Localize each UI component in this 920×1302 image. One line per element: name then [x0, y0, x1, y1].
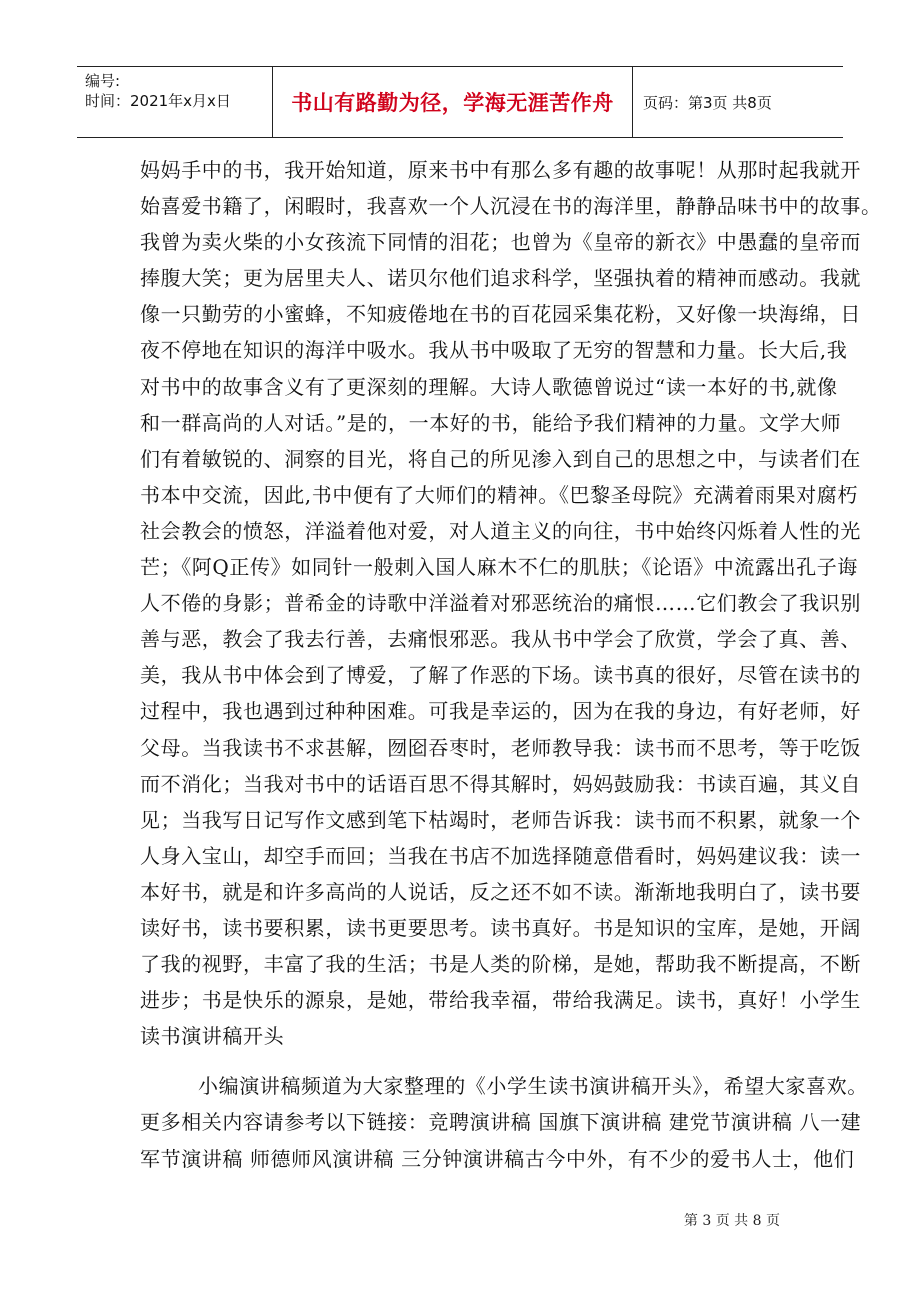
- text-line: 本好书，就是和许多高尚的人说话，反之还不如不读。渐渐地我明白了，读书要: [140, 879, 861, 904]
- text-line: 人不倦的身影；普希金的诗歌中洋溢着对邪恶统治的痛恨……它们教会了我识别: [140, 591, 861, 616]
- text-line: 社会教会的愤怒，洋溢着他对爱，对人道主义的向往，书中始终闪烁着人性的光: [140, 518, 861, 543]
- text-line: 对书中的故事含义有了更深刻的理解。大诗人歌德曾说过“读一本好的书,就像: [140, 374, 838, 399]
- text-line: 读好书，读书要积累，读书更要思考。读书真好。书是知识的宝库，是她，开阔: [140, 915, 861, 940]
- text-line: 父母。当我读书不求甚解，囫囵吞枣时，老师教导我：读书而不思考，等于吃饭: [140, 735, 861, 760]
- text-line: 夜不停地在知识的海洋中吸水。我从书中吸取了无穷的智慧和力量。长大后,我: [140, 338, 848, 363]
- text-line: 过程中，我也遇到过种种困难。可我是幸运的，因为在我的身边，有好老师，好: [140, 699, 861, 724]
- paragraph-gap: [140, 1054, 790, 1068]
- text-line: 像一只勤劳的小蜜蜂，不知疲倦地在书的百花园采集花粉，又好像一块海绵，日: [140, 302, 861, 327]
- document-number-label: 编号:: [85, 72, 121, 90]
- paragraph-1: [140, 152, 882, 1054]
- header-meta: [85, 71, 231, 111]
- text-line: 芒；《阿Q正传》如同针一般刺入国人麻木不仁的肌肤；《论语》中流露出孔子诲: [140, 555, 858, 580]
- header-page-info: 页码：第3页 共8页: [643, 93, 772, 112]
- document-body: [140, 152, 882, 1177]
- text-line: 小编演讲稿频道为大家整理的《小学生读书演讲稿开头》，希望大家喜欢。: [198, 1074, 868, 1099]
- text-line: 美，我从书中体会到了博爱，了解了作恶的下场。读书真的很好，尽管在读书的: [140, 663, 861, 688]
- text-line: 了我的视野，丰富了我的生活；书是人类的阶梯，是她，帮助我不断提高，不断: [140, 952, 861, 977]
- text-line: 始喜爱书籍了，闲暇时，我喜欢一个人沉浸在书的海洋里，静静品味书中的故事。: [140, 194, 882, 219]
- text-line: 读书演讲稿开头: [140, 1024, 285, 1049]
- paragraph-2: [140, 1068, 868, 1176]
- text-line: 妈妈手中的书，我开始知道，原来书中有那么多有趣的故事呢！从那时起我就开: [140, 158, 861, 182]
- page-header: [77, 66, 843, 138]
- text-line: 捧腹大笑；更为居里夫人、诺贝尔他们追求科学，坚强执着的精神而感动。我就: [140, 266, 861, 291]
- page-footer: 第 3 页 共 8 页: [683, 1213, 780, 1229]
- text-line: 善与恶，教会了我去行善，去痛恨邪恶。我从书中学会了欣赏，学会了真、善、: [140, 627, 861, 652]
- text-line: 见；当我写日记写作文感到笔下枯竭时，老师告诉我：读书而不积累，就象一个: [140, 807, 861, 832]
- text-line: 们有着敏锐的、洞察的目光，将自己的所见渗入到自己的思想之中，与读者们在: [140, 446, 861, 471]
- text-line: 人身入宝山，却空手而回；当我在书店不加选择随意借看时，妈妈建议我：读一: [140, 843, 861, 868]
- text-line: 进步；书是快乐的源泉，是她，带给我幸福，带给我满足。读书，真好！小学生: [140, 988, 861, 1013]
- header-motto: 书山有路勤为径，学海无涯苦作舟: [291, 91, 614, 115]
- text-line: 我曾为卖火柴的小女孩流下同情的泪花；也曾为《皇帝的新衣》中愚蠢的皇帝而: [140, 230, 861, 255]
- text-line: 而不消化；当我对书中的话语百思不得其解时，妈妈鼓励我：书读百遍，其义自: [140, 771, 861, 796]
- text-line: 军节演讲稿 师德师风演讲稿 三分钟演讲稿古今中外，有不少的爱书人士，他们: [140, 1146, 855, 1171]
- text-line: 书本中交流，因此,书中便有了大师们的精神。《巴黎圣母院》充满着雨果对腐朽: [140, 482, 858, 507]
- text-line: 和一群高尚的人对话。”是的，一本好的书，能给予我们精神的力量。文学大师: [140, 410, 842, 435]
- text-line: 更多相关内容请参考以下链接：竞聘演讲稿 国旗下演讲稿 建党节演讲稿 八一建: [140, 1110, 862, 1135]
- document-time-label: 时间：2021年x月x日: [85, 92, 231, 110]
